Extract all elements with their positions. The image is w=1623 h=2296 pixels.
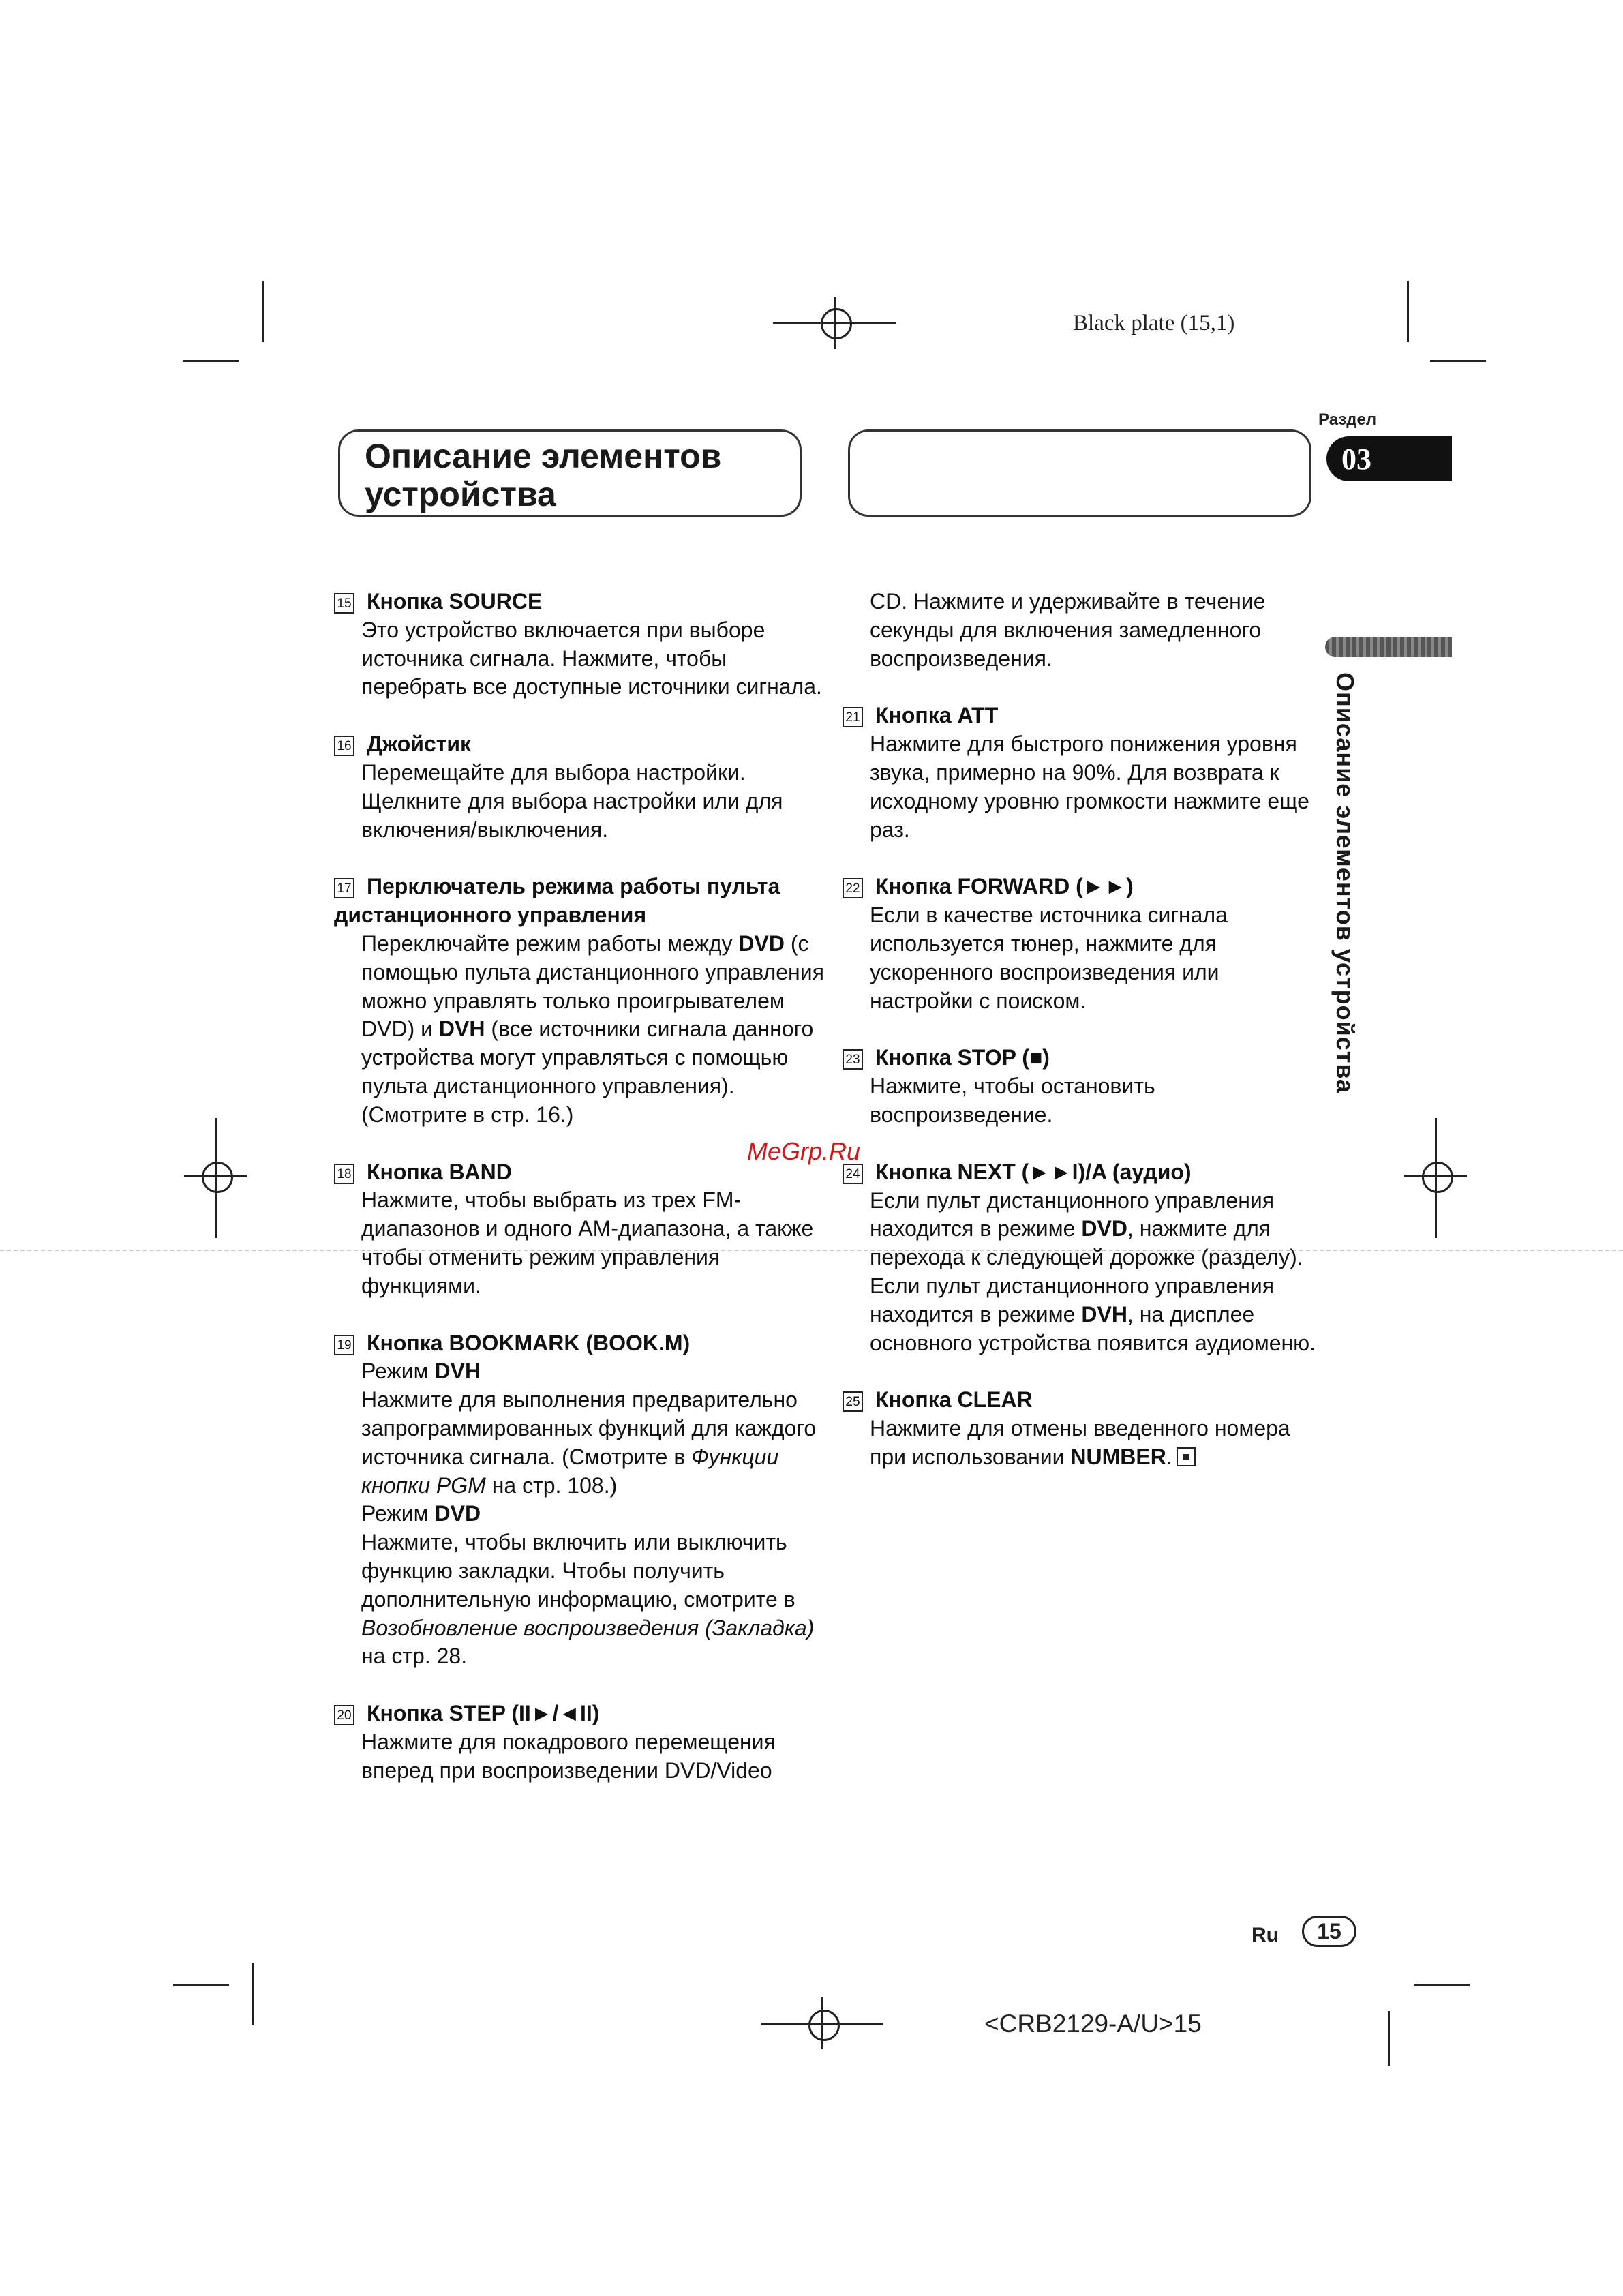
registration-mark [1422, 1162, 1453, 1193]
text-run-italic: Возобновление воспроизведения (Закладка) [361, 1615, 815, 1640]
item-title: Кнопка NEXT (►►I)/A (аудио) [875, 1159, 1192, 1184]
item-text [334, 1357, 825, 1671]
crop-mark [252, 1963, 254, 2025]
item-number: 22 [843, 878, 863, 898]
item-text: CD. Нажмите и удерживайте в течение секунды для включения замедленного воспроизведения. [870, 589, 1266, 671]
item-number: 21 [843, 707, 863, 727]
text-run: Нажмите для отмены введенного номера при использовании [870, 1416, 1290, 1469]
list-item [843, 1386, 1320, 1471]
mode-label [361, 1500, 825, 1528]
item-title: Перключатель режима работы пульта дистанционного управления [334, 874, 780, 928]
item-text: Нажмите, чтобы остановить воспроизведение. [870, 1074, 1155, 1127]
right-column [843, 588, 1320, 1500]
list-item [334, 730, 825, 844]
registration-mark [1435, 1118, 1437, 1238]
item-text: Если в качестве источника сигнала используется тюнер, нажмите для ускоренного воспроизведения или настройки с поиском. [870, 903, 1228, 1013]
blank-header-box [848, 429, 1311, 517]
text-run: на стр. 108.) [485, 1472, 618, 1498]
list-item [334, 588, 825, 701]
item-number: 23 [843, 1049, 863, 1070]
section-number: 03 [1341, 442, 1371, 476]
mode-text [361, 1386, 825, 1500]
text-run: Режим [361, 1359, 435, 1384]
registration-mark [821, 308, 852, 339]
text-run-bold: DVH [1081, 1301, 1127, 1327]
item-text: Это устройство включается при выборе источника сигнала. Нажмите, чтобы перебрать все доступные источники сигнала. [361, 617, 822, 699]
text-run: (все источники сигнала данного устройства могут управляться с помощью пульта дистанционного управления). (Смотрите в стр. 16.) [361, 1016, 814, 1127]
text-run-bold: DVD [738, 931, 785, 956]
list-item [843, 1158, 1320, 1358]
text-run: (с помощью пульта дистанционного управления можно управлять только проигрывателем DVD) и [361, 931, 824, 1042]
item-number: 15 [334, 593, 354, 614]
text-run: Режим [361, 1501, 435, 1526]
text-run: Переключайте режим работы между [361, 931, 739, 956]
page-title-line-1: Описание элементов [365, 437, 722, 475]
text-run: Если пульт дистанционного управления находится в режиме [870, 1188, 1275, 1241]
crop-mark [262, 281, 264, 342]
item-text: Нажмите, чтобы выбрать из трех FM-диапазонов и одного AM-диапазона, а также чтобы отменить режим управления функциями. [361, 1188, 814, 1298]
list-item [334, 1158, 825, 1301]
item-title: Джойстик [367, 731, 472, 757]
end-mark-icon [1177, 1447, 1196, 1466]
crop-mark [183, 360, 239, 362]
text-run-italic: Функции кнопки PGM [361, 1444, 779, 1498]
text-run-bold: DVH [438, 1016, 485, 1042]
text-run: , на дисплее основного устройства появится аудиоменю. [870, 1301, 1316, 1355]
item-title: Кнопка STEP (II►/◄II) [367, 1701, 600, 1726]
item-text [843, 1187, 1320, 1358]
list-item [334, 1329, 825, 1672]
item-title: Кнопка CLEAR [875, 1387, 1033, 1413]
page-title [365, 437, 721, 513]
title-box [338, 429, 802, 517]
item-title: Кнопка STOP (■) [875, 1045, 1050, 1070]
list-item [843, 873, 1320, 1015]
plate-label: Black plate (15,1) [1073, 311, 1235, 335]
crop-mark [1407, 281, 1409, 342]
item-title: Кнопка BAND [367, 1159, 512, 1184]
left-column [334, 588, 825, 1813]
item-number: 18 [334, 1164, 354, 1184]
item-number: 20 [334, 1705, 354, 1725]
registration-mark [834, 297, 836, 349]
crop-mark [1430, 360, 1486, 362]
page-title-line-2: устройства [365, 475, 556, 513]
list-item [843, 588, 1320, 673]
text-run: . [1166, 1444, 1172, 1469]
list-item [843, 701, 1320, 844]
mode-text [361, 1528, 825, 1671]
watermark: MeGrp.Ru [747, 1137, 861, 1165]
document-code: <CRB2129-A/U>15 [984, 2010, 1202, 2038]
item-text: Перемещайте для выбора настройки. Щелкните для выбора настройки или для включения/выключения. [361, 759, 783, 842]
list-item [334, 1700, 825, 1785]
registration-mark [821, 1997, 823, 2049]
text-run: на стр. 28. [361, 1644, 468, 1669]
side-section-title: Описание элементов устройства [1331, 672, 1359, 1094]
item-number: 17 [334, 878, 354, 898]
item-title: Кнопка BOOKMARK (BOOK.M) [367, 1330, 691, 1355]
mode-label [361, 1357, 825, 1386]
item-text [843, 1415, 1320, 1472]
language-label: Ru [1252, 1924, 1279, 1946]
section-label: Раздел [1318, 410, 1377, 429]
crop-mark [1388, 2011, 1390, 2066]
item-title: Кнопка SOURCE [367, 589, 543, 614]
item-title: Кнопка FORWARD (►►) [875, 874, 1134, 899]
side-tab-bar [1325, 637, 1452, 657]
item-title: Кнопка ATT [875, 703, 999, 728]
page-number: 15 [1302, 1916, 1356, 1947]
registration-mark [202, 1162, 233, 1193]
item-text: Нажмите для покадрового перемещения вперед при воспроизведении DVD/Video [361, 1729, 776, 1783]
text-run: Нажмите для выполнения предварительно запрограммированных функций для каждого источника сигнала. (Смотрите в [361, 1387, 817, 1469]
text-run-bold: DVH [434, 1359, 481, 1384]
list-item [334, 873, 825, 1129]
text-run-bold: NUMBER [1070, 1444, 1166, 1469]
text-run-bold: DVD [434, 1501, 481, 1526]
item-text: Нажмите для быстрого понижения уровня звука, примерно на 90%. Для возврата к исходному уровню громкости нажмите еще раз. [870, 731, 1309, 842]
item-number: 24 [843, 1164, 863, 1184]
section-tab [1326, 436, 1452, 481]
item-number: 25 [843, 1391, 863, 1412]
text-run-bold: DVD [1081, 1216, 1127, 1241]
crop-mark [1414, 1984, 1470, 1986]
item-text [334, 930, 825, 1130]
crop-mark [173, 1984, 229, 1986]
text-run: Нажмите, чтобы включить или выключить функцию закладки. Чтобы получить дополнительную информацию, смотрите в [361, 1530, 795, 1612]
registration-mark [215, 1118, 217, 1238]
registration-mark [808, 2010, 840, 2041]
item-number: 16 [334, 736, 354, 756]
item-number: 19 [334, 1335, 354, 1355]
list-item [843, 1044, 1320, 1129]
text-run: , нажмите для перехода к следующей дорожке (разделу). Если пульт дистанционного управления находится в режиме [870, 1216, 1303, 1327]
